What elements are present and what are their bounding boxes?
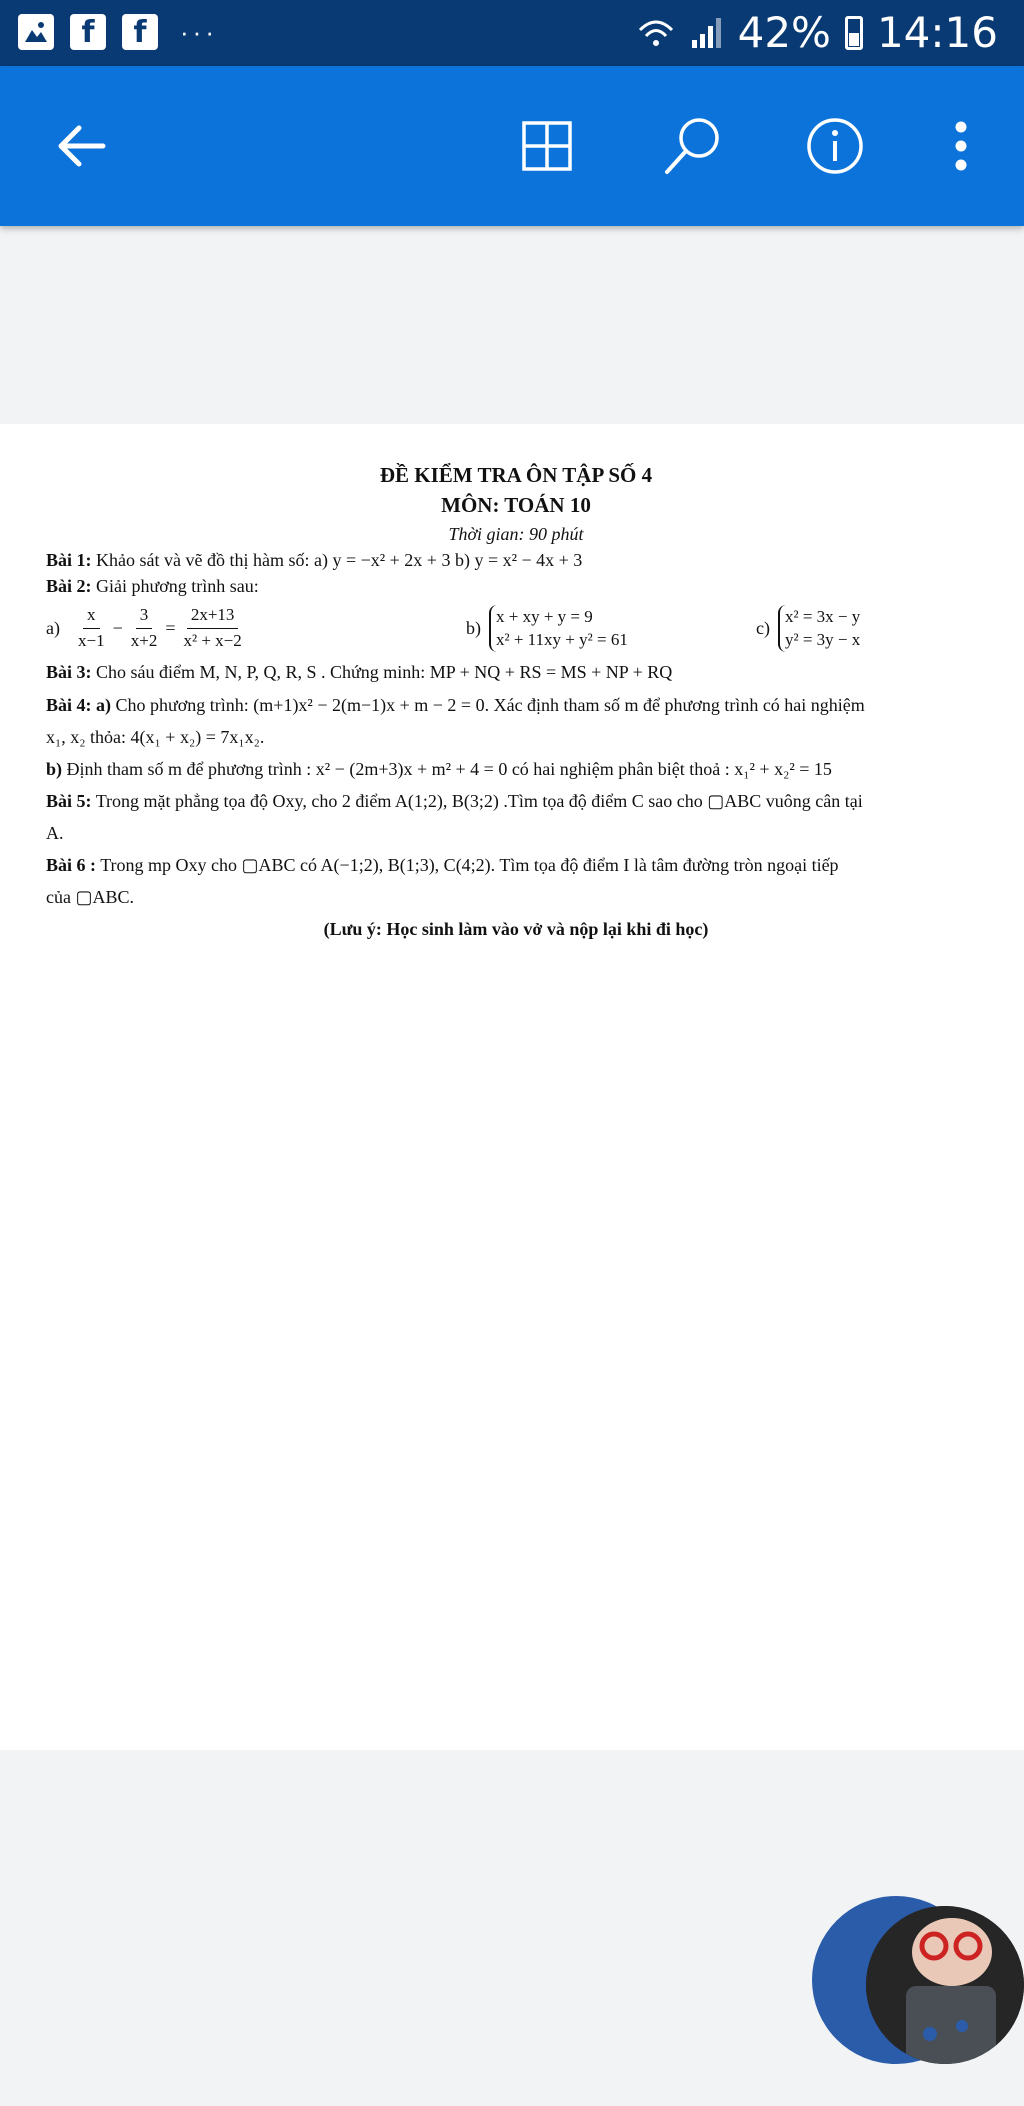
- exercise-5-text: Trong mặt phẳng tọa độ Oxy, cho 2 điểm A(1;2), B(3;2) .Tìm tọa độ điểm C sao cho ▢ABC vuông cân tại: [91, 790, 863, 811]
- facebook-notification-icon-2: f: [122, 14, 158, 50]
- minus-sign: −: [112, 618, 123, 639]
- exercise-4b-label: b): [46, 758, 63, 779]
- exercise-5-label: Bài 5:: [46, 790, 92, 811]
- facebook-notification-icon: f: [70, 14, 106, 50]
- gallery-notification-icon: [18, 14, 54, 50]
- clock: 14:16: [876, 8, 998, 57]
- exercise-2b-label: b): [466, 618, 481, 639]
- exercise-2a-label: a): [46, 618, 60, 639]
- system-b-line-2: x² + 11xy + y² = 61: [496, 630, 628, 650]
- fraction-3-den: x² + x−2: [183, 630, 242, 650]
- back-arrow-icon: [53, 122, 109, 170]
- equals-sign: =: [165, 618, 176, 639]
- grid-icon: [521, 120, 573, 172]
- fraction-3: [179, 603, 245, 653]
- exercise-4: [46, 692, 986, 718]
- system-c-line-2: y² = 3y − x: [784, 630, 861, 650]
- fraction-2-num: 3: [136, 603, 153, 629]
- exercise-6-text: Trong mp Oxy cho ▢ABC có A(−1;2), B(1;3), C(4;2). Tìm tọa độ điểm I là tâm đường tròn ngoại tiếp: [96, 855, 839, 875]
- thumbnails-button[interactable]: [502, 66, 592, 226]
- exercise-3-text: Cho sáu điểm M, N, P, Q, R, S . Chứng minh: MP + NQ + RS = MS + NP + RQ: [91, 662, 673, 683]
- exercise-5-text-2: A.: [46, 822, 64, 843]
- system-b-line-1: x + xy + y = 9: [496, 606, 593, 626]
- exercise-1-label: Bài 1:: [46, 549, 92, 570]
- exercise-6-text-2: của ▢ABC.: [46, 887, 134, 908]
- fraction-1-num: x: [83, 603, 100, 629]
- search-icon: [661, 114, 725, 178]
- overflow-menu-button[interactable]: [916, 66, 1006, 226]
- battery-icon: [845, 16, 863, 50]
- doc-note: (Lưu ý: Học sinh làm vào vở và nộp lại khi đi học): [323, 919, 709, 940]
- status-bar: [0, 0, 1024, 66]
- doc-time: Thời gian: 90 phút: [448, 523, 584, 544]
- exercise-4-text-2: x₁, x₂ thỏa: 4(x₁ + x₂) = 7x₁x₂.: [46, 726, 265, 747]
- exercise-2b: [466, 605, 756, 653]
- exercise-2-items: [46, 603, 986, 653]
- exercise-6-label: Bài 6 :: [46, 855, 97, 875]
- back-button[interactable]: [36, 66, 126, 226]
- exercise-2c-label: c): [756, 618, 770, 639]
- avatar-image: [866, 1906, 1024, 2064]
- exercise-4-label: Bài 4:: [46, 694, 92, 715]
- exercise-5: [46, 788, 986, 814]
- exercise-2a: [46, 603, 466, 653]
- fraction-1: [74, 603, 109, 653]
- doc-title: ĐỀ KIỂM TRA ÔN TẬP SỐ 4: [379, 463, 653, 487]
- exercise-4a-label: a): [91, 694, 112, 715]
- battery-percent: 42%: [737, 8, 831, 57]
- exercise-2c: [756, 605, 860, 653]
- search-button[interactable]: [648, 66, 738, 226]
- exercise-2-label: Bài 2:: [46, 576, 92, 597]
- wifi-icon: [636, 16, 676, 50]
- chat-head-avatar[interactable]: [866, 1906, 1024, 2064]
- signal-icon: [690, 16, 724, 50]
- system-c: [778, 605, 860, 653]
- document-page: [0, 424, 1024, 1750]
- exercise-1-text: Khảo sát và vẽ đồ thị hàm số: a) y = −x² + 2x + 3 b) y = x² − 4x + 3: [91, 549, 583, 570]
- system-b: [489, 605, 628, 653]
- app-toolbar: [0, 66, 1024, 226]
- fraction-1-den: x−1: [77, 630, 105, 650]
- fraction-2-den: x+2: [130, 630, 158, 650]
- fraction-2: [127, 603, 162, 653]
- exercise-4b-text: Định tham số m để phương trình : x² − (2m+3)x + m² + 4 = 0 có hai nghiệm phân biệt thoả : x₁² + x₂² = 15: [62, 758, 832, 779]
- exercise-6: [46, 852, 986, 878]
- doc-subject: MÔN: TOÁN 10: [441, 493, 591, 518]
- more-vert-icon: [953, 120, 969, 172]
- exercise-2: [46, 573, 986, 599]
- info-icon: [805, 116, 865, 176]
- exercise-4b: [46, 756, 986, 782]
- info-button[interactable]: [790, 66, 880, 226]
- exercise-4-text: Cho phương trình: (m+1)x² − 2(m−1)x + m − 2 = 0. Xác định tham số m để phương trình có hai nghiệm: [111, 694, 865, 715]
- fraction-3-num: 2x+13: [187, 603, 239, 629]
- exercise-3: [46, 659, 986, 685]
- exercise-3-label: Bài 3:: [46, 662, 92, 683]
- exercise-1: [46, 547, 986, 573]
- exercise-2-text: Giải phương trình sau:: [91, 576, 259, 597]
- system-c-line-1: x² = 3x − y: [784, 606, 861, 626]
- more-notifications-icon: ···: [180, 16, 218, 47]
